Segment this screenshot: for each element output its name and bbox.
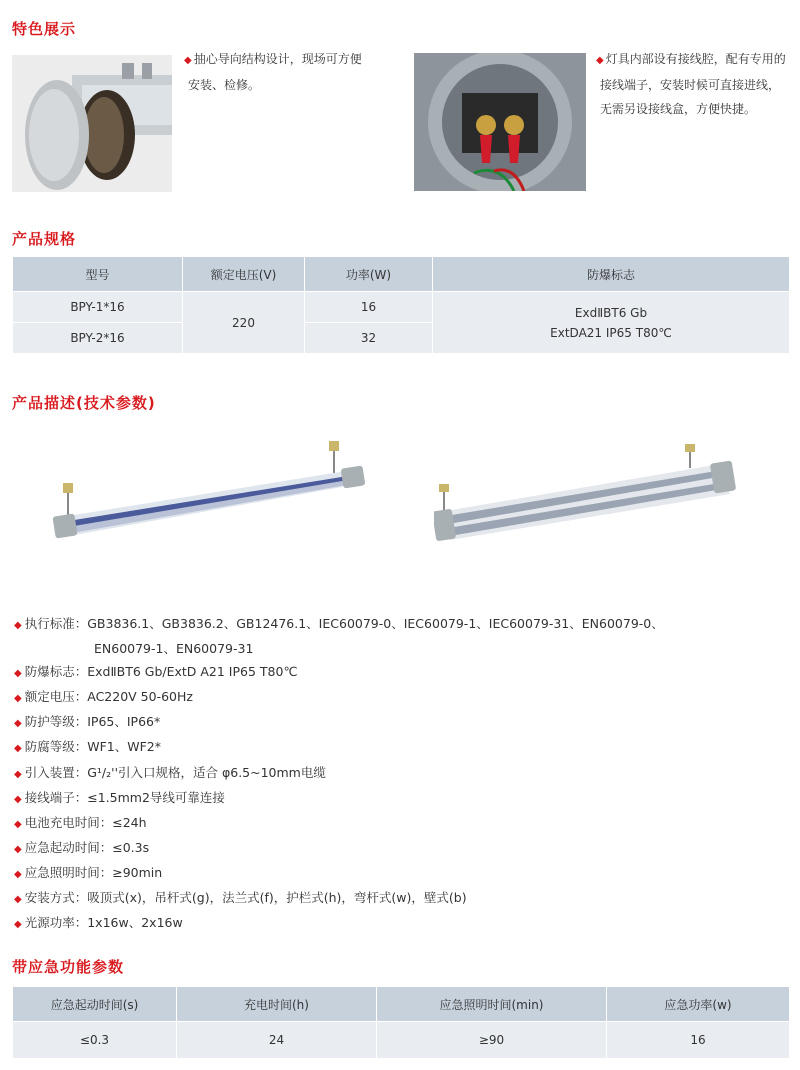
- spec-header-row: [13, 257, 790, 292]
- param-value: 吸顶式(x)，吊杆式(g)，法兰式(f)，护栏式(h)，弯杆式(w)，壁式(b): [87, 890, 467, 906]
- feature-2-line-2: 接线端子，安装时候可直接进线，: [600, 78, 781, 92]
- param-separator: ：: [74, 616, 88, 631]
- param-value: GB3836.1、GB3836.2、GB12476.1、IEC60079-0、IEC60079-1、IEC60079-31、EN60079-0、: [87, 616, 664, 631]
- bullet-icon: ◆: [14, 620, 22, 631]
- spec-parameters-list: [14, 612, 794, 936]
- list-item: [14, 612, 794, 637]
- list-item: [14, 710, 794, 735]
- list-item: [14, 886, 794, 911]
- param-label: 防爆标志: [24, 664, 75, 680]
- list-item: [14, 761, 794, 786]
- param-label: 额定电压: [24, 689, 75, 705]
- param-separator: ：: [99, 814, 113, 830]
- features-title: 特色展示: [12, 20, 77, 38]
- param-separator: ：: [74, 689, 88, 705]
- bullet-icon: ◆: [14, 843, 22, 855]
- spec-header-power: 功率(W): [305, 257, 433, 292]
- param-value: ≤1.5mm2导线可靠连接: [87, 789, 225, 805]
- param-separator: ：: [99, 839, 113, 855]
- spec-exmark-line-1: ExdⅡBT6 Gb: [574, 305, 648, 320]
- param-value: ≤24h: [112, 814, 147, 830]
- bullet-icon: ◆: [14, 743, 22, 755]
- list-item: [14, 811, 794, 836]
- spec-power: 32: [305, 323, 433, 354]
- emergency-table: [12, 986, 790, 1059]
- emergency-header-charge-time: 充电时间(h): [177, 987, 377, 1022]
- param-value: IP65、IP66*: [87, 714, 161, 730]
- bullet-icon: ◆: [184, 55, 192, 66]
- param-separator: ：: [74, 739, 88, 755]
- emergency-header-start-time: 应急起动时间(s): [13, 987, 177, 1022]
- emergency-header-row: [13, 987, 790, 1022]
- bullet-icon: ◆: [14, 693, 22, 705]
- emergency-header-power: 应急功率(w): [607, 987, 790, 1022]
- spec-exmark: [433, 292, 790, 354]
- param-value: AC220V 50-60Hz: [87, 689, 193, 705]
- list-item: [14, 861, 794, 886]
- spec-header-voltage: 额定电压(V): [183, 257, 305, 292]
- spec-model: BPY-2*16: [13, 323, 183, 354]
- param-label: 防腐等级: [24, 739, 75, 755]
- param-value: ≥90min: [112, 864, 163, 880]
- param-separator: ：: [74, 789, 88, 805]
- emergency-light-time: ≥90: [377, 1022, 607, 1059]
- single-tube-lamp-photo: [52, 435, 372, 545]
- param-separator: ：: [74, 915, 88, 931]
- param-separator: ：: [74, 764, 88, 780]
- param-separator: ：: [74, 890, 88, 906]
- param-value: WF1、WF2*: [87, 739, 161, 755]
- emergency-power: 16: [607, 1022, 790, 1059]
- table-row: [13, 292, 790, 323]
- param-separator: ：: [74, 664, 88, 680]
- bullet-icon: ◆: [596, 55, 604, 66]
- desc-title: 产品描述(技术参数): [12, 394, 156, 412]
- bullet-icon: ◆: [14, 793, 22, 805]
- param-value-continuation: EN60079-1、EN60079-31: [94, 641, 254, 657]
- param-label: 电池充电时间: [24, 814, 100, 830]
- feature-item-2: [596, 47, 800, 121]
- spec-exmark-line-2: ExtDA21 IP65 T80℃: [550, 325, 672, 340]
- list-item: [14, 911, 794, 936]
- param-separator: ：: [99, 864, 113, 880]
- param-separator: ：: [74, 714, 88, 730]
- bullet-icon: ◆: [14, 919, 22, 931]
- list-item: [14, 786, 794, 811]
- spec-title: 产品规格: [12, 230, 77, 248]
- bullet-icon: ◆: [14, 818, 22, 830]
- param-label: 应急起动时间: [24, 839, 100, 855]
- feature-2-line-3: 无需另设接线盒，方便快捷。: [600, 102, 757, 116]
- param-value: ExdⅡBT6 Gb/ExtD A21 IP65 T80℃: [87, 664, 298, 680]
- emergency-title: 带应急功能参数: [12, 958, 125, 976]
- param-label: 引入装置: [24, 764, 75, 780]
- double-tube-lamp-photo: [434, 444, 740, 544]
- param-label: 执行标准: [24, 616, 75, 631]
- bullet-icon: ◆: [14, 668, 22, 680]
- list-item: [14, 685, 794, 710]
- lamp-end-cap-photo: [12, 55, 172, 192]
- param-label: 防护等级: [24, 714, 75, 730]
- spec-header-exmark: 防爆标志: [433, 257, 790, 292]
- feature-1-line-2: 安装、检修。: [188, 78, 261, 92]
- table-row: [13, 1022, 790, 1059]
- bullet-icon: ◆: [14, 718, 22, 730]
- bullet-icon: ◆: [14, 768, 22, 780]
- wiring-cavity-photo: [414, 53, 586, 191]
- spec-header-model: 型号: [13, 257, 183, 292]
- spec-model: BPY-1*16: [13, 292, 183, 323]
- list-item: [14, 660, 794, 685]
- list-item: [14, 735, 794, 760]
- bullet-icon: ◆: [14, 894, 22, 906]
- feature-2-line-1: 灯具内部设有接线腔，配有专用的: [605, 52, 786, 66]
- spec-table: [12, 256, 790, 354]
- emergency-start-time: ≤0.3: [13, 1022, 177, 1059]
- param-label: 安装方式: [24, 890, 75, 906]
- emergency-header-light-time: 应急照明时间(min): [377, 987, 607, 1022]
- param-value: 1x16w、2x16w: [87, 915, 183, 931]
- param-label: 接线端子: [24, 789, 75, 805]
- spec-power: 16: [305, 292, 433, 323]
- feature-1-line-1: 抽心导向结构设计，现场可方便: [193, 52, 362, 66]
- param-label: 应急照明时间: [24, 864, 100, 880]
- bullet-icon: ◆: [14, 868, 22, 880]
- param-label: 光源功率: [24, 915, 75, 931]
- spec-voltage: 220: [183, 292, 305, 354]
- param-value: G¹/₂''引入口规格，适合 φ6.5~10mm电缆: [87, 764, 326, 780]
- emergency-charge-time: 24: [177, 1022, 377, 1059]
- list-item: [14, 836, 794, 861]
- feature-item-1: [184, 47, 394, 97]
- param-value: ≤0.3s: [112, 839, 150, 855]
